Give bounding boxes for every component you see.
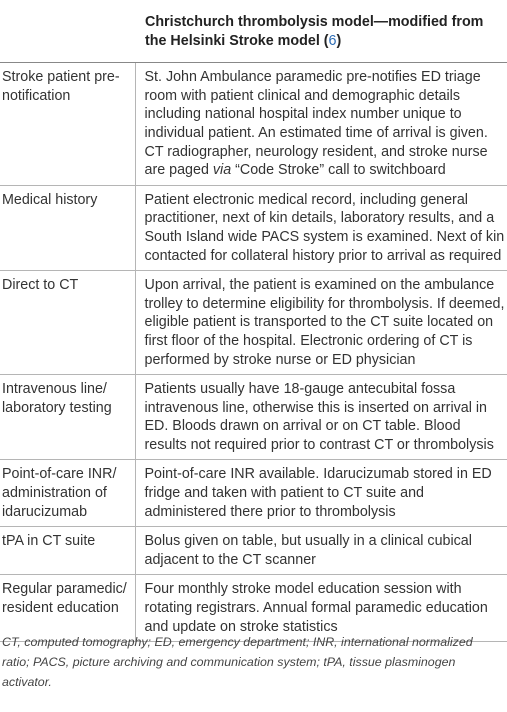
- row-description: Four monthly stroke model education session with rotating registrars. Annual formal paramedic education and update on stroke statistics: [135, 575, 507, 642]
- table-row: [0, 271, 507, 375]
- row-description: Patient electronic medical record, including general practitioner, next of kin details, laboratory results, and a South Island wide PACS system is examined. Next of kin contacted for collateral history prior to arrival as required: [135, 185, 507, 270]
- table-row: [0, 375, 507, 460]
- header-title: Christchurch thrombolysis model—modified from the Helsinki Stroke model (: [145, 14, 484, 49]
- header-title-close: ): [336, 32, 342, 49]
- row-label: Medical history: [0, 185, 135, 270]
- table-row: [0, 527, 507, 575]
- row-label: tPA in CT suite: [0, 527, 135, 575]
- header-col1: [0, 0, 135, 63]
- row-label: Point-of-care INR/ administration of idarucizumab: [0, 460, 135, 527]
- table-header-row: [0, 0, 507, 63]
- table-footnote: CT, computed tomography; ED, emergency department; INR, international normalized ratio; PACS, picture archiving and communication system; tPA, tissue plasminogen activator.: [2, 635, 473, 689]
- table-row: [0, 63, 507, 186]
- row-label: Stroke patient pre-notification: [0, 63, 135, 186]
- header-col2: [135, 0, 507, 63]
- row-description: Upon arrival, the patient is examined on the ambulance trolley to determine eligibility for thrombolysis. If deemed, eligible patient is transported to the CT suite located on first floor of the hospital. Electronic ordering of CT is performed by stroke nurse or ED physician: [135, 271, 507, 375]
- table-row: [0, 460, 507, 527]
- row-label: Direct to CT: [0, 271, 135, 375]
- reference-link[interactable]: 6: [328, 32, 337, 49]
- row-description: St. John Ambulance paramedic pre-notifies ED triage room with patient clinical and demographic details including national hospital index number unique to individual patient. An estimated time of arrival is given. CT radiographer, neurology resident, and stroke nurse are paged via “Code Stroke” call to switchboard: [135, 63, 507, 186]
- row-description: Patients usually have 18-gauge antecubital fossa intravenous line, otherwise this is inserted on arrival in ED. Bloods drawn on arrival or on CT table. Blood results not required prior to contrast CT or thrombolysis: [135, 375, 507, 460]
- table-row: [0, 185, 507, 270]
- row-description: Bolus given on table, but usually in a clinical cubical adjacent to the CT scanner: [135, 527, 507, 575]
- row-description: Point-of-care INR available. Idarucizumab stored in ED fridge and taken with patient to CT suite and administered there prior to thrombolysis: [135, 460, 507, 527]
- row-label: Intravenous line/ laboratory testing: [0, 375, 135, 460]
- row-label: Regular paramedic/ resident education: [0, 575, 135, 642]
